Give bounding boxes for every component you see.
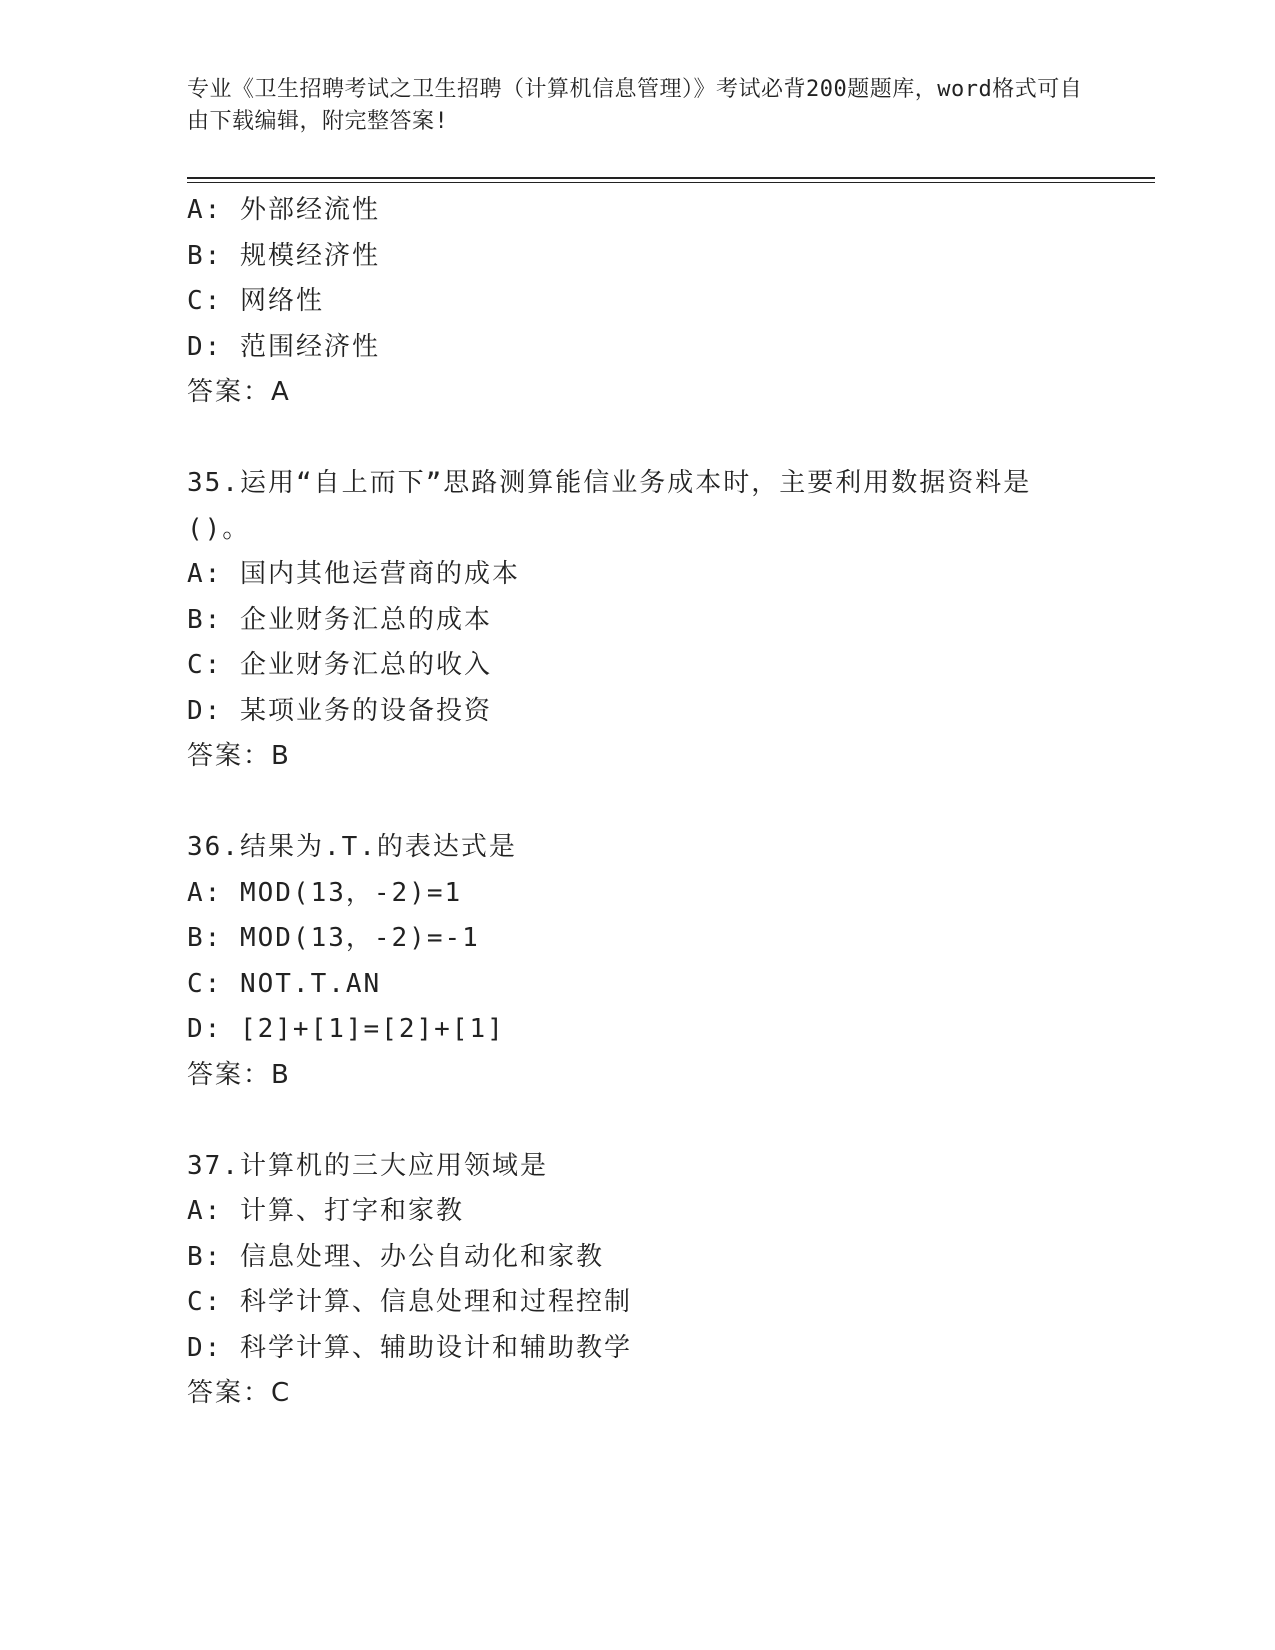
question-text: 36.结果为.T.的表达式是 [187, 832, 517, 862]
spacer [187, 780, 1087, 826]
option-c: C: 企业财务汇总的收入 [187, 650, 492, 680]
option-c: C: NOT.T.AN [187, 968, 382, 999]
option-a: A: MOD(13，-2)=1 [187, 877, 463, 908]
question-block-37 [187, 1144, 1087, 1417]
option-b: B: 信息处理、办公自动化和家教 [187, 1241, 604, 1272]
question-block-35 [187, 461, 1087, 780]
document-header [187, 74, 1087, 138]
header-title: 专业《卫生招聘考试之卫生招聘（计算机信息管理）》考试必背200题题库，word格式可自由下载编辑，附完整答案! [187, 77, 1083, 134]
question-block-36 [187, 825, 1087, 1098]
spacer [187, 416, 1087, 462]
option-c: C: 科学计算、信息处理和过程控制 [187, 1287, 632, 1317]
option-a: A: 计算、打字和家教 [187, 1196, 464, 1226]
option-d: D: [2]+[1]=[2]+[1] [187, 1014, 505, 1044]
option-a: A: 国内其他运营商的成本 [187, 559, 520, 589]
header-divider-thin [187, 182, 1155, 183]
answer-line: 答案：C [187, 1378, 292, 1408]
option-a: A: 外部经流性 [187, 195, 380, 225]
question-block-34 [187, 188, 1087, 416]
question-list [187, 188, 1087, 1417]
option-b: B: 规模经济性 [187, 240, 380, 271]
header-divider-thick [187, 177, 1155, 179]
option-c: C: 网络性 [187, 286, 324, 316]
option-b: B: 企业财务汇总的成本 [187, 604, 492, 635]
option-d: D: 范围经济性 [187, 331, 380, 362]
question-text: 35.运用“自上而下”思路测算能信业务成本时，主要利用数据资料是()。 [187, 468, 1032, 544]
answer-line: 答案：B [187, 1059, 291, 1090]
option-d: D: 某项业务的设备投资 [187, 695, 492, 726]
option-b: B: MOD(13，-2)=-1 [187, 923, 480, 953]
answer-line: 答案：B [187, 741, 291, 771]
answer-line: 答案：A [187, 377, 291, 407]
option-d: D: 科学计算、辅助设计和辅助教学 [187, 1332, 632, 1363]
spacer [187, 1098, 1087, 1144]
question-text: 37.计算机的三大应用领域是 [187, 1150, 548, 1181]
